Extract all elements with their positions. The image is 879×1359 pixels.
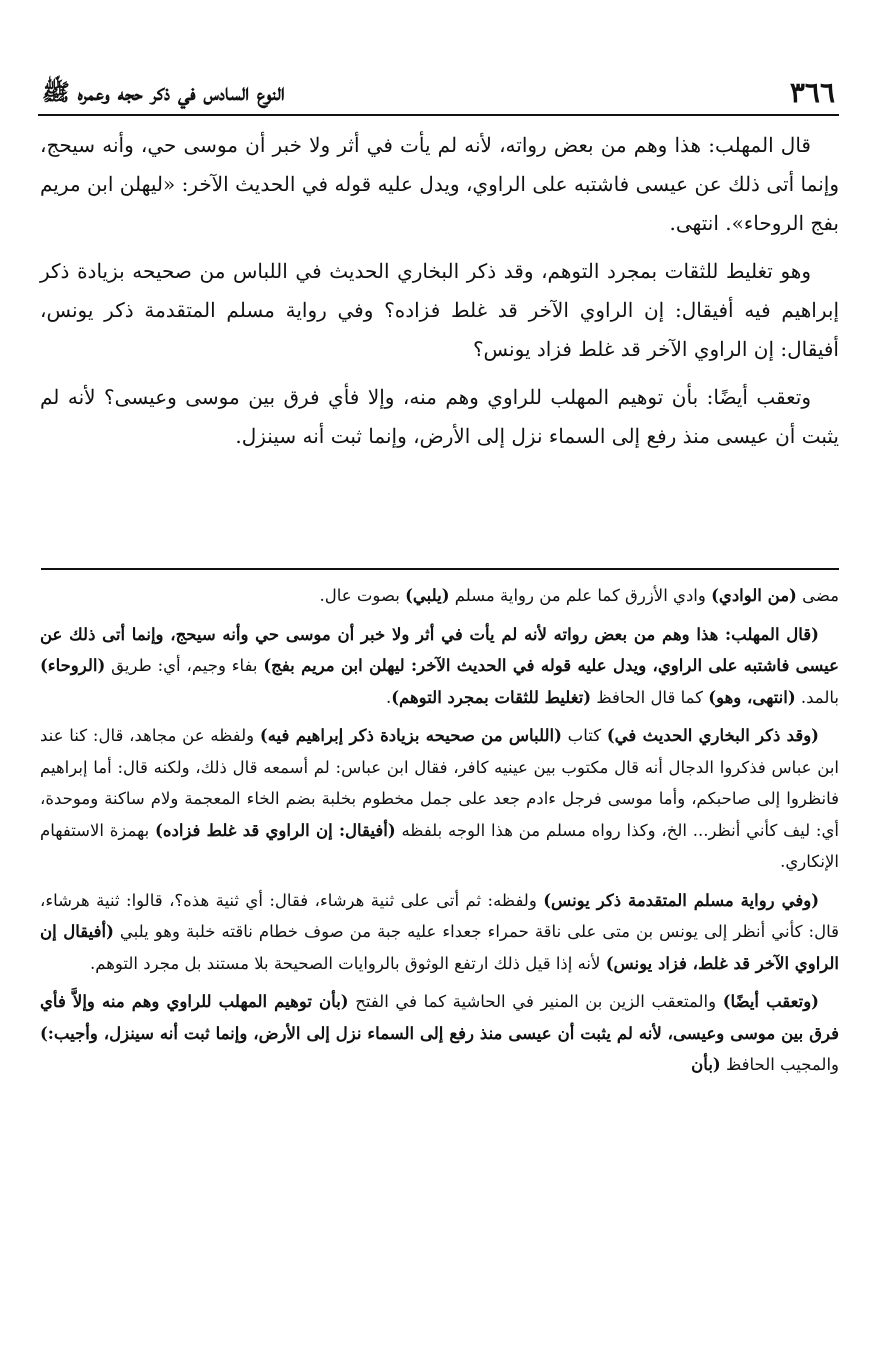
commentary-divider: [41, 568, 839, 570]
commentary-text: [40, 580, 839, 1088]
quoted-text: (تغليط للثقات بمجرد التوهم): [391, 687, 592, 707]
plain-text: كتاب: [561, 726, 607, 745]
commentary-paragraph-4: [40, 885, 839, 980]
plain-text: بهمزة الاستفهام الإنكاري.: [40, 820, 839, 871]
quoted-text: (وفي رواية مسلم المتقدمة ذكر يونس): [543, 890, 819, 910]
main-paragraph-3: وتعقب أيضًا: بأن توهيم المهلب للراوي وهم منه، وإلا فأي فرق بين موسى وعيسى؟ لأنه لم يثبت أن عيسى منذ رفع إلى السماء نزل إلى الأرض، وإنما ثبت أنه سينزل.: [40, 385, 839, 448]
quoted-text: (وتعقب أيضًا): [722, 992, 819, 1011]
plain-text: والمتعقب الزين بن المنير في الحاشية كما في الفتح: [348, 992, 723, 1011]
plain-text: كما قال الحافظ: [591, 687, 709, 707]
quoted-text: (وقد ذكر البخاري الحديث في): [606, 726, 819, 745]
quoted-text: (يلبي): [405, 586, 450, 605]
plain-text: ولفظه: ثم أتى على ثنية هرشاء، فقال: أي ثنية هذه؟، قالوا: ثنية هرشاء، قال: كأني أنظر إلى يونس بن متى على ناقة حمراء جعداء عليه جبة من صوف خطام ناقته خلبة وهو يلبي: [40, 890, 839, 941]
page-header: [38, 70, 839, 116]
plain-text: ولفظه عن مجاهد، قال: كنا عند ابن عباس فذكروا الدجال أنه قال مكتوب بين عينيه كافر، فقال ابن عباس: لم أسمعه قال ذلك، ولكنه قال: أما إبراهيم فانظروا إلى صاحبكم، وأما موسى فرجل ءادم جعد على جمل مخطوم بخلبة بضم الخاء المعجمة ولام ساكنة وموحدة، أي: ليف كأني أنظر... الخ، وكذا رواه مسلم من هذا الوجه بلفظه: [40, 726, 839, 840]
plain-text: مضى: [796, 586, 839, 605]
quoted-text: (أفيقال: إن الراوي قد غلط فزاده): [155, 820, 396, 840]
plain-text: بصوت عال.: [319, 586, 406, 605]
commentary-paragraph-1: [40, 580, 839, 612]
quoted-text: (بأن توهيم المهلب للراوي وهم منه وإلاَّ فأي فرق بين موسى وعيسى، لأنه لم يثبت أن عيسى منذ رفع إلى السماء نزل إلى الأرض، وإنما ثبت أنه سينزل، وأجيب:): [40, 992, 839, 1043]
quoted-text: (انتهى، وهو): [708, 687, 796, 707]
plain-text: بفاء وجيم، أي: طريق: [105, 656, 264, 675]
page-number: ٣٦٦: [789, 76, 835, 109]
quoted-text: (أفيقال إن الراوي الآخر قد غلط، فزاد يونس): [40, 922, 839, 973]
running-title: النوع السادس في ذكر حجه وعمره ﷺ: [42, 79, 285, 106]
plain-text: لأنه إذا قيل ذلك ارتفع الوثوق بالروايات الصحيحة بلا مستند بل مجرد التوهم.: [89, 953, 606, 973]
quoted-text: (قال المهلب: هذا وهم من بعض رواته لأنه لم يأت في أثر ولا خبر أن موسى حي وأنه سيحج، وإنما أتى ذلك عن عيسى فاشتبه على الراوي، ويدل عليه قوله في الحديث الآخر: ليهلن ابن مريم بفج): [40, 624, 839, 675]
quoted-text: (من الوادي): [711, 586, 797, 605]
plain-text: وادي الأزرق كما علم من رواية مسلم: [449, 586, 712, 605]
plain-text: والمجيب الحافظ: [720, 1055, 839, 1074]
commentary-paragraph-5: [40, 986, 839, 1081]
commentary-paragraph-2: [40, 619, 839, 714]
quoted-text: (بأن: [691, 1055, 721, 1074]
plain-text: .: [385, 687, 392, 707]
commentary-paragraph-3: [40, 720, 839, 878]
plain-text: بالمد.: [795, 687, 839, 707]
main-paragraph-1: قال المهلب: هذا وهم من بعض رواته، لأنه لم يأت في أثر ولا خبر أن موسى حي، وأنه سيحج، وإنما أتى ذلك عن عيسى فاشتبه على الراوي، ويدل عليه قوله في الحديث الآخر: «ليهلن ابن مريم بفج الروحاء». انتهى.: [40, 133, 839, 235]
quoted-text: (اللباس من صحيحه بزيادة ذكر إبراهيم فيه): [259, 726, 562, 745]
quoted-text: (الروحاء): [40, 656, 106, 675]
main-paragraph-2: وهو تغليط للثقات بمجرد التوهم، وقد ذكر البخاري الحديث في اللباس من صحيحه بزيادة ذكر إبراهيم فيه أفيقال: إن الراوي الآخر قد غلط فزاده؟ وفي رواية مسلم المتقدمة ذكر يونس، أفيقال: إن الراوي الآخر قد غلط فزاد يونس؟: [40, 259, 839, 361]
main-text: [40, 126, 839, 465]
